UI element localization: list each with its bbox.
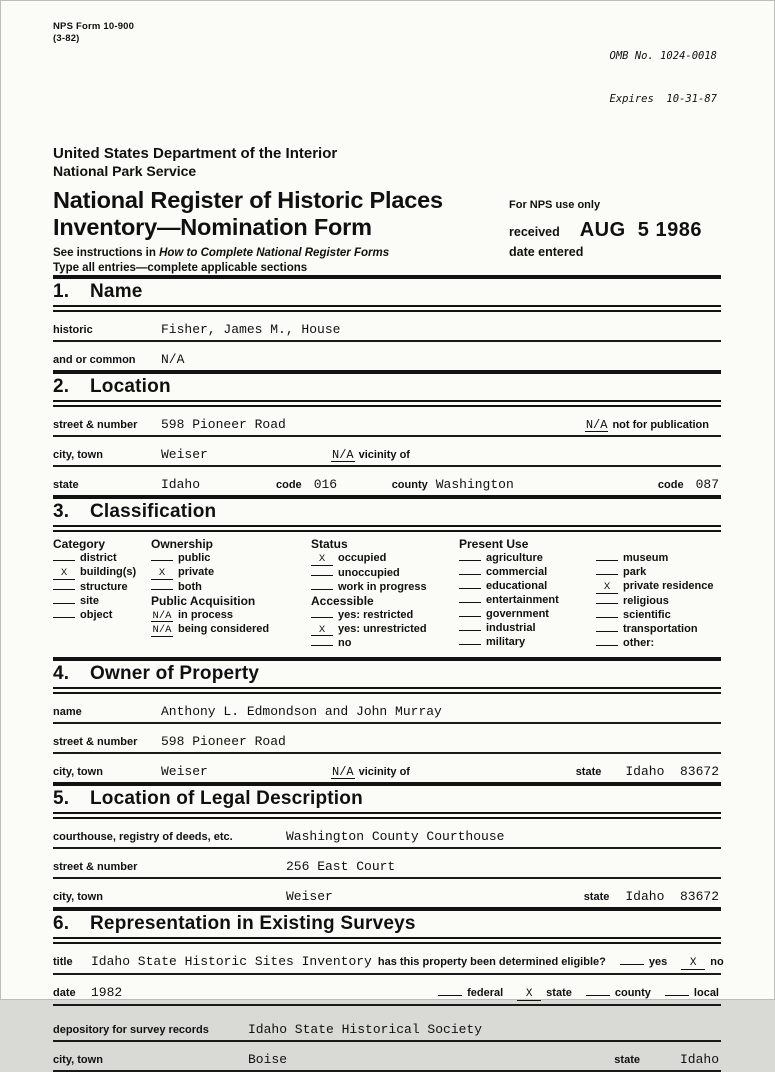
present-use-column-2: [596, 537, 721, 650]
code2-label: code: [657, 479, 684, 492]
public-mark: [151, 560, 173, 561]
depository-value: Idaho State Historical Society: [248, 1022, 483, 1038]
county-level-label: county: [614, 987, 651, 1000]
checkbox-unoccupied: unoccupied: [311, 566, 459, 580]
section-6-number: 6.: [53, 913, 70, 935]
nps-use-label: For NPS use only: [509, 199, 601, 212]
owner-vicinity-mark: N/A: [332, 765, 354, 780]
owner-state-label: state: [575, 766, 602, 779]
being-considered-mark: N/A: [152, 624, 172, 637]
form-number-block: [53, 21, 134, 45]
section-3-header: [53, 495, 721, 532]
omb-block: [610, 21, 721, 134]
classification-grid: [53, 532, 721, 657]
title-row: [53, 187, 721, 275]
object-mark: [53, 617, 75, 618]
agency-name: United States Department of the Interior: [53, 145, 338, 163]
survey-title-label: title: [53, 956, 73, 969]
field-survey-date: [53, 975, 721, 1006]
common-label: and or common: [53, 354, 136, 367]
both-mark: [151, 589, 173, 590]
owner-street-value: 598 Pioneer Road: [161, 734, 286, 750]
checkbox-yes-unrestricted: X yes: unrestricted: [311, 622, 459, 637]
omb-number: OMB No. 1024-0018: [609, 50, 717, 63]
owner-name-label: name: [53, 706, 82, 719]
form-title: [53, 187, 509, 240]
section-4-title: Owner of Property: [90, 663, 260, 685]
depository-state-group: [614, 1052, 719, 1067]
checkbox-structure: structure: [53, 580, 151, 594]
not-for-publication-label: not for publication: [612, 419, 709, 432]
yes-restricted-mark: [311, 617, 333, 618]
section-2-number: 2.: [53, 376, 70, 398]
commercial-mark: [459, 574, 481, 575]
checkbox-in-process: N/A in process: [152, 608, 234, 622]
public-acquisition-title: Public Acquisition: [151, 593, 256, 608]
checkbox-private-residence: X private residence: [596, 579, 721, 594]
agency-subname: National Park Service: [53, 163, 197, 180]
code-label: code: [276, 479, 302, 492]
museum-mark: [596, 560, 618, 561]
survey-level-group: [424, 987, 719, 1001]
state-level-label: state: [546, 987, 572, 1000]
depository-state-label: state: [614, 1054, 640, 1067]
section-5-title: Location of Legal Description: [90, 788, 363, 810]
checkbox-site: site: [53, 594, 151, 608]
transportation-mark: [596, 631, 618, 632]
checkbox-park: park: [596, 565, 721, 579]
checkbox-other: other:: [596, 636, 721, 650]
vicinity-mark: N/A: [332, 448, 354, 463]
historic-label: historic: [53, 324, 93, 337]
field-owner-street: [53, 724, 721, 754]
section-1-title: Name: [90, 281, 143, 303]
present-use-column-1: [459, 537, 596, 650]
section-4-header: [53, 657, 721, 694]
checkbox-museum: museum: [596, 551, 721, 565]
instructions: [53, 246, 509, 275]
field-owner-name: [53, 694, 721, 724]
field-city-town: [53, 437, 721, 467]
depository-city-label: city, town: [53, 1054, 103, 1067]
category-column: [53, 537, 151, 650]
checkbox-commercial: commercial: [459, 565, 596, 579]
present-use-title: Present Use: [459, 537, 529, 552]
entertainment-mark: [459, 602, 481, 603]
code-value: 016: [313, 477, 338, 493]
courthouse-value: Washington County Courthouse: [286, 829, 505, 845]
field-legal-street: [53, 849, 721, 879]
depository-label: depository for survey records: [53, 1024, 209, 1037]
district-mark: [53, 560, 75, 561]
checkbox-being-considered: N/A being considered: [152, 623, 270, 637]
occupied-mark: X: [311, 554, 333, 566]
owner-vicinity-label: vicinity of: [358, 766, 410, 779]
owner-name-value: Anthony L. Edmondson and John Murray: [161, 704, 442, 720]
eligible-answer-group: [606, 956, 724, 970]
checkbox-district: district: [53, 551, 151, 565]
checkbox-military: military: [459, 635, 596, 649]
checkbox-no: no: [311, 636, 459, 650]
in-process-mark: N/A: [152, 609, 172, 622]
checkbox-private: X private: [151, 565, 311, 580]
religious-mark: [596, 603, 618, 604]
checkbox-industrial: industrial: [459, 621, 596, 635]
manual-title: How to Complete National Register Forms: [159, 247, 390, 259]
date-entered-label: date entered: [509, 245, 584, 260]
checkbox-educational: educational: [459, 579, 596, 593]
checkbox-buildings: X building(s): [53, 565, 151, 580]
park-mark: [596, 574, 618, 575]
survey-date-label: date: [53, 987, 76, 1000]
owner-street-label: street & number: [53, 736, 138, 749]
code2-value: 087: [695, 477, 719, 493]
site-mark: [53, 603, 75, 604]
checkbox-both: both: [151, 580, 311, 594]
county-value: Washington: [435, 477, 514, 493]
buildings-mark: X: [53, 568, 75, 580]
status-title: Status: [311, 537, 348, 552]
not-for-publication-mark: N/A: [585, 418, 608, 433]
local-level-label: local: [693, 987, 719, 1000]
legal-state-group: [584, 889, 719, 904]
field-depository: [53, 1006, 721, 1042]
legal-street-label: street & number: [53, 861, 138, 874]
present-use-spacer: [596, 537, 721, 551]
state-label: state: [53, 479, 79, 492]
received-label: received: [509, 225, 560, 240]
field-historic-name: [53, 312, 721, 342]
street-value: 598 Pioneer Road: [161, 417, 286, 433]
legal-city-value: Weiser: [286, 889, 333, 905]
federal-label: federal: [467, 987, 504, 1000]
checkbox-occupied: X occupied: [311, 551, 459, 566]
other-mark: [596, 645, 618, 646]
section-3-title: Classification: [90, 501, 217, 523]
section-2-title: Location: [90, 376, 171, 398]
county-code-group: [658, 477, 719, 492]
educational-mark: [459, 588, 481, 589]
checkbox-transportation: transportation: [596, 622, 721, 636]
status-column: [311, 537, 459, 650]
legal-city-label: city, town: [53, 891, 103, 904]
section-5-header: [53, 782, 721, 819]
private-residence-mark: X: [596, 582, 618, 594]
section-6-title: Representation in Existing Surveys: [90, 913, 416, 935]
ownership-column: [151, 537, 311, 650]
federal-mark: [438, 995, 462, 996]
military-mark: [459, 644, 481, 645]
field-street-number: [53, 407, 721, 437]
agriculture-mark: [459, 560, 481, 561]
instructions-line2: Type all entries—complete applicable sections: [53, 261, 308, 274]
form-title-line1: National Register of Historic Places: [53, 187, 443, 214]
field-survey-title: [53, 944, 724, 975]
eligible-yes-mark: [620, 964, 644, 965]
state-level-mark: X: [517, 989, 541, 1001]
field-state-county: [53, 467, 721, 495]
local-level-mark: [665, 995, 689, 996]
title-block: [53, 187, 509, 275]
not-for-publication-group: [585, 419, 719, 432]
street-label: street & number: [53, 419, 138, 432]
checkbox-public: public: [151, 551, 311, 565]
owner-city-value: Weiser: [161, 764, 208, 780]
agency-block: [53, 145, 721, 179]
eligible-no-mark: X: [681, 958, 705, 970]
common-value: N/A: [161, 352, 185, 368]
city-value: Weiser: [161, 447, 208, 463]
depository-city-value: Boise: [248, 1052, 288, 1068]
section-1-header: [53, 275, 721, 312]
eligible-question: has this property been determined eligible?: [377, 956, 606, 969]
received-date-stamp: AUG 5 1986: [579, 219, 702, 242]
checkbox-government: government: [459, 607, 596, 621]
checkbox-agriculture: agriculture: [459, 551, 596, 565]
private-mark: X: [151, 568, 173, 580]
depository-state-value: Idaho: [679, 1052, 719, 1068]
instructions-line1: See instructions in How to Complete National Register Forms: [53, 247, 390, 259]
no-mark: [311, 645, 333, 646]
omb-expires: Expires 10-31-87: [609, 92, 717, 105]
accessible-title: Accessible: [311, 593, 374, 608]
legal-state-value: Idaho 83672: [625, 889, 719, 905]
form-number: NPS Form 10-900: [53, 21, 135, 32]
section-4-number: 4.: [53, 663, 70, 685]
section-2-header: [53, 370, 721, 407]
checkbox-object: object: [53, 608, 151, 622]
form-header-top: [53, 21, 721, 134]
checkbox-yes-restricted: yes: restricted: [311, 608, 459, 622]
owner-city-label: city, town: [53, 766, 103, 779]
field-legal-city: [53, 879, 721, 907]
city-label: city, town: [53, 449, 103, 462]
vicinity-label: vicinity of: [358, 449, 410, 462]
unoccupied-mark: [311, 575, 333, 576]
category-title: Category: [53, 537, 106, 552]
county-level-mark: [586, 995, 610, 996]
received-row: [509, 219, 721, 242]
legal-state-label: state: [583, 891, 610, 904]
legal-street-value: 256 East Court: [286, 859, 396, 875]
structure-mark: [53, 589, 75, 590]
field-common-name: [53, 342, 721, 370]
yes-unrestricted-mark: X: [311, 625, 333, 637]
nps-use-box: [509, 187, 721, 275]
historic-value: Fisher, James M., House: [161, 322, 341, 338]
section-6-header: [53, 907, 721, 944]
form-revision: (3-82): [53, 32, 80, 44]
work-in-progress-mark: [311, 589, 333, 590]
field-depository-city: [53, 1042, 721, 1072]
survey-date-value: 1982: [91, 985, 123, 1001]
field-courthouse: [53, 819, 721, 849]
scientific-mark: [596, 617, 618, 618]
owner-state-group: [576, 764, 719, 779]
county-label: county: [391, 479, 428, 492]
government-mark: [459, 616, 481, 617]
eligible-yes-label: yes: [648, 956, 668, 969]
state-value: Idaho: [161, 477, 201, 493]
eligible-no-label: no: [710, 956, 724, 969]
courthouse-label: courthouse, registry of deeds, etc.: [53, 831, 233, 844]
section-1-number: 1.: [53, 281, 70, 303]
industrial-mark: [459, 630, 481, 631]
checkbox-religious: religious: [596, 594, 721, 608]
checkbox-work-in-progress: work in progress: [311, 580, 459, 594]
field-owner-city: [53, 754, 721, 782]
section-3-number: 3.: [53, 501, 70, 523]
ownership-title: Ownership: [151, 537, 214, 552]
section-5-number: 5.: [53, 788, 70, 810]
survey-title-value: Idaho State Historic Sites Inventory: [91, 954, 372, 970]
form-title-line2: Inventory—Nomination Form: [53, 213, 372, 240]
checkbox-scientific: scientific: [596, 608, 721, 622]
checkbox-entertainment: entertainment: [459, 593, 596, 607]
owner-state-value: Idaho 83672: [625, 764, 719, 780]
